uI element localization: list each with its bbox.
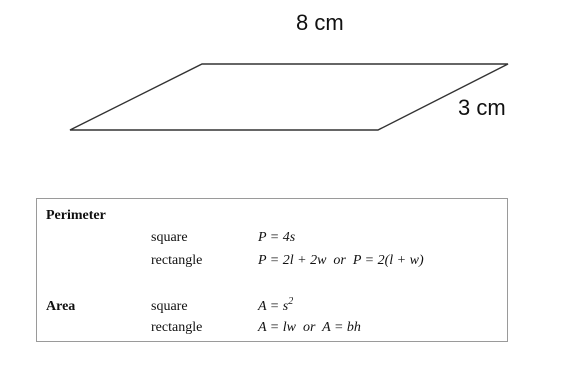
perimeter-rectangle-label: rectangle xyxy=(151,253,203,268)
area-rectangle-formula: A = lw or A = bh xyxy=(258,320,361,335)
slant-side-label: 3 cm xyxy=(458,95,506,120)
perimeter-rectangle-formula: P = 2l + 2w or P = 2(l + w) xyxy=(258,253,424,268)
top-side-label: 8 cm xyxy=(296,10,344,35)
formula-reference-box xyxy=(36,198,508,342)
perimeter-heading: Perimeter xyxy=(46,208,106,223)
area-heading: Area xyxy=(46,299,76,314)
area-rectangle-label: rectangle xyxy=(151,320,203,335)
area-square-formula-base: A = s xyxy=(258,299,289,314)
area-square-formula xyxy=(258,296,294,314)
area-square-label: square xyxy=(151,299,188,314)
parallelogram xyxy=(70,64,508,130)
perimeter-square-formula: P = 4s xyxy=(258,230,296,245)
area-square-formula-exponent: 2 xyxy=(288,296,294,307)
perimeter-square-label: square xyxy=(151,230,188,245)
